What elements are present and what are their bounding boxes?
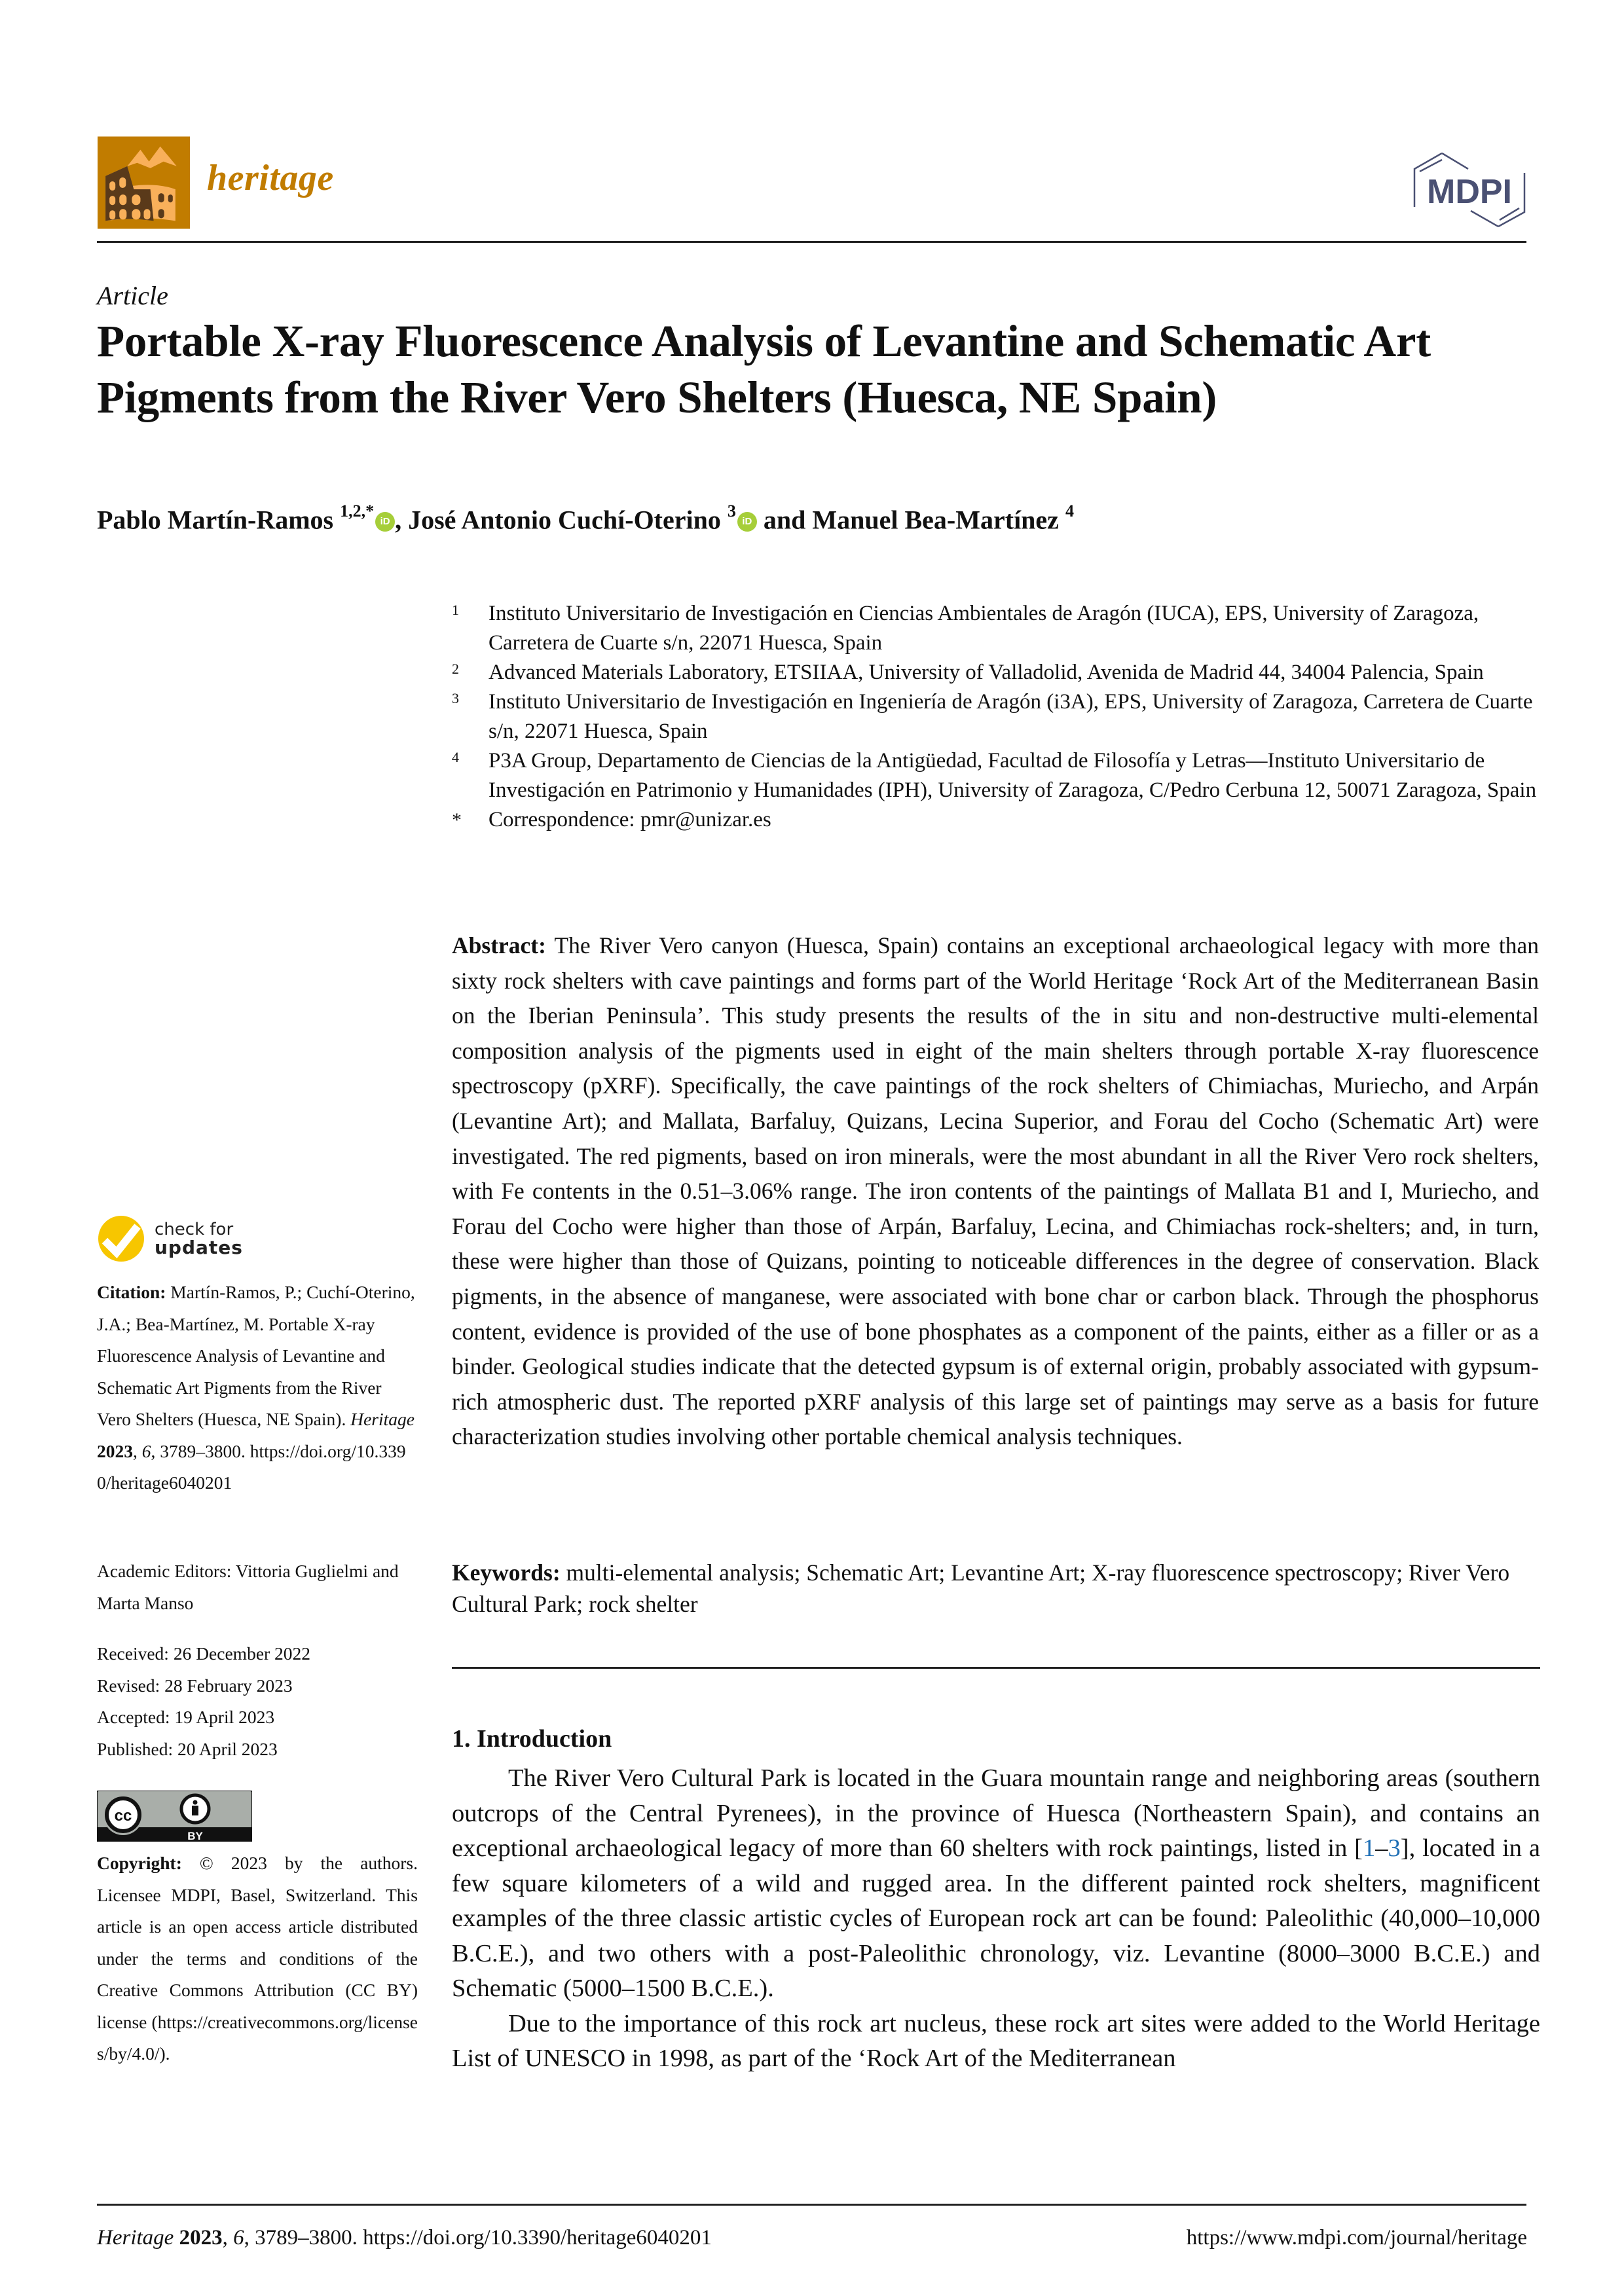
affiliation-mark: 4 bbox=[452, 749, 459, 765]
revised-date: Revised: 28 February 2023 bbox=[97, 1675, 293, 1696]
paragraph bbox=[452, 1761, 1540, 2007]
copyright-text: © 2023 by the authors. Licensee MDPI, Basel, Switzerland. This article is an open access article distributed under the terms and conditions of the Creative Commons Attribution (CC BY) license ( bbox=[97, 1853, 418, 2032]
copyright-label: Copyright: bbox=[97, 1853, 182, 1873]
affiliation-item bbox=[452, 599, 1539, 658]
article-title: Portable X-ray Fluorescence Analysis of Levantine and Schematic Art Pigments from the River Vero Shelters (Huesca, NE Spain) bbox=[97, 316, 1431, 422]
abstract-label: Abstract: bbox=[452, 932, 546, 958]
footer-doi-link[interactable]: https://doi.org/10.3390/heritage6040201 bbox=[363, 2226, 712, 2250]
author-affiliation-marks[interactable]: 3 bbox=[727, 501, 736, 520]
svg-text:BY: BY bbox=[187, 1830, 203, 1842]
orcid-icon[interactable]: iD bbox=[737, 512, 757, 532]
affiliation-item bbox=[452, 687, 1539, 746]
paragraph: Due to the importance of this rock art nucleus, these rock art sites were added to the World Heritage List of UNESCO in 1998, as part of the ‘Rock Art of the Mediterranean bbox=[452, 2009, 1540, 2072]
correspondence-item bbox=[452, 805, 1539, 835]
citation-volume: 6 bbox=[141, 1440, 151, 1461]
header-divider bbox=[97, 241, 1526, 243]
affiliation-text: Instituto Universitario de Investigación en Ingeniería de Aragón (i3A), EPS, University of Zaragoza, Carretera de Cuarte s/n, 22071 Huesca, Spain bbox=[489, 690, 1533, 743]
affiliation-mark: 1 bbox=[452, 602, 459, 618]
published-date: Published: 20 April 2023 bbox=[97, 1738, 278, 1759]
abstract bbox=[452, 928, 1539, 1455]
footer-journal: Heritage bbox=[97, 2226, 174, 2250]
heritage-journal-logo-icon[interactable] bbox=[98, 136, 190, 229]
keywords-text: multi-elemental analysis; Schematic Art; Levantine Art; X-ray fluorescence spectroscopy; River Vero Cultural Park; rock shelter bbox=[452, 1559, 1510, 1617]
footer-pages: , 3789–3800. bbox=[244, 2226, 363, 2250]
keywords-label: Keywords: bbox=[452, 1559, 561, 1586]
correspondence-text[interactable]: Correspondence: pmr@unizar.es bbox=[489, 808, 771, 831]
author-list bbox=[97, 501, 1074, 535]
author-separator: and bbox=[756, 505, 813, 535]
author-separator: , bbox=[395, 505, 409, 535]
citation-journal: Heritage bbox=[350, 1409, 415, 1429]
citation-pages: , 3789–3800. bbox=[151, 1440, 250, 1461]
check-updates-line2: updates bbox=[155, 1237, 243, 1258]
footer-year: 2023 bbox=[179, 2226, 223, 2250]
section-divider bbox=[452, 1667, 1540, 1669]
citation-link[interactable]: 1 bbox=[1363, 1834, 1376, 1862]
keywords bbox=[452, 1557, 1539, 1620]
journal-name[interactable]: heritage bbox=[207, 158, 334, 198]
citation-link[interactable]: 3 bbox=[1388, 1834, 1401, 1862]
svg-text:MDPI: MDPI bbox=[1427, 173, 1512, 211]
citation-block: Citation: Martín-Ramos, P.; Cuchí-Oterino, J.A.; Bea-Martínez, M. Portable X-ray Fluorescence Analysis of Levantine and Schematic Art Pigments from the River Vero Shelters (Huesca, NE Spain). Heritage 2023, 6, 3789–3800. https://doi.org/10.3390/heritage6040201 bbox=[97, 1282, 415, 1493]
paragraph-text: The River Vero Cultural Park is located in the Guara mountain range and neighboring areas (southern outcrops of the Central Pyrenees), in the province of Huesca (Northeastern Spain), and contains an exceptional archaeological legacy of more than 60 shelters with rock paintings, listed in [ bbox=[452, 1764, 1540, 1862]
copyright-end: ). bbox=[159, 2043, 170, 2064]
check-updates-line1: check for bbox=[155, 1220, 234, 1239]
cc-by-license-icon[interactable] bbox=[97, 1791, 252, 1842]
copyright-notice bbox=[97, 1848, 418, 2070]
citation-label: Citation: bbox=[97, 1282, 166, 1302]
paragraph-text: ], located in a few square kilometers of a wild and rugged area. In the different painted rock shelters, magnificent examples of the three classic artistic cycles of European rock art can be found: Paleolithic (40,000–10,000 B.C.E.), and two others with a post-Paleolithic chronology, viz. Levantine (8000–3000 B.C.E.) and Schematic (5000–1500 B.C.E.). bbox=[452, 1834, 1541, 2002]
received-date: Received: 26 December 2022 bbox=[97, 1643, 311, 1664]
author-affiliation-marks[interactable]: 1,2,* bbox=[340, 501, 375, 520]
journal-website-link[interactable]: https://www.mdpi.com/journal/heritage bbox=[1186, 2226, 1527, 2250]
publication-dates bbox=[97, 1638, 418, 1765]
footer-volume: 6 bbox=[233, 2226, 244, 2250]
affiliation-mark: 3 bbox=[452, 690, 459, 706]
mdpi-publisher-logo-icon[interactable] bbox=[1408, 152, 1532, 229]
footer-citation: Heritage 2023, 6, 3789–3800. https://doi.org/10.3390/heritage6040201 bbox=[97, 2226, 712, 2250]
orcid-icon[interactable]: iD bbox=[375, 512, 395, 532]
abstract-text: The River Vero canyon (Huesca, Spain) contains an exceptional archaeological legacy with more than sixty rock shelters with cave paintings and forms part of the World Heritage ‘Rock Art of the Mediterranean Basin on the Iberian Peninsula’. This study presents the results of the in situ and non-destructive multi-elemental composition analysis of the pigments used in eight of the main shelters through portable X-ray fluorescence spectroscopy (pXRF). Specifically, the cave paintings of the rock shelters of Chimiachas, Muriecho, and Arpán (Levantine Art); and Mallata, Barfaluy, Quizans, Lecina Superior, and Forau del Cocho (Schematic Art) were investigated. The red pigments, based on iron minerals, were the most abundant in all the River Vero rock shelters, with Fe contents in the 0.51–3.06% range. The iron contents of the paintings of Mallata B1 and I, Muriecho, and Forau del Cocho were higher than those of Arpán, Barfaluy, Lecina, and Chimiachas rock-shelters; and, in turn, these were higher than those of Quizans, pointing to noticeable differences in the degree of conservation. Black pigments, in the absence of manganese, were associated with bone char or carbon black. Through the phosphorus content, evidence is provided of the use of bone phosphates as a component of the paints, either as a filler or as a binder. Geological studies indicate that the detected gypsum is of external origin, probably associated with gypsum-rich atmospheric dust. The reported pXRF analysis of this large set of paintings may serve as a basis for future characterization studies involving other portable chemical analysis techniques. bbox=[452, 932, 1539, 1450]
svg-text:cc: cc bbox=[114, 1807, 132, 1825]
author-name[interactable]: José Antonio Cuchí-Oterino bbox=[408, 505, 721, 535]
correspondence-mark: * bbox=[452, 809, 462, 831]
citation-text: Martín-Ramos, P.; Cuchí-Oterino, J.A.; Bea-Martínez, M. Portable X-ray Fluorescence Analysis of Levantine and Schematic Art Pigments from the River Vero Shelters (Huesca, NE Spain). bbox=[97, 1282, 415, 1429]
footer-divider bbox=[97, 2204, 1526, 2206]
check-for-updates-button[interactable] bbox=[97, 1212, 254, 1265]
section-heading-introduction: 1. Introduction bbox=[452, 1725, 612, 1753]
affiliation-text: Advanced Materials Laboratory, ETSIIAA, University of Valladolid, Avenida de Madrid 44, 34004 Palencia, Spain bbox=[489, 661, 1484, 684]
article-type-label: Article bbox=[97, 281, 168, 310]
academic-editors: Academic Editors: Vittoria Guglielmi and Marta Manso bbox=[97, 1561, 399, 1613]
citation-year: 2023 bbox=[97, 1440, 133, 1461]
affiliation-item bbox=[452, 746, 1539, 805]
author-affiliation-marks[interactable]: 4 bbox=[1065, 501, 1074, 520]
accepted-date: Accepted: 19 April 2023 bbox=[97, 1707, 275, 1727]
checkmark-badge-icon bbox=[97, 1214, 145, 1263]
author-name[interactable]: Pablo Martín-Ramos bbox=[97, 505, 334, 535]
author-name[interactable]: Manuel Bea-Martínez bbox=[812, 505, 1059, 535]
license-link[interactable]: https://creativecommons.org/licenses/by/4.0/ bbox=[97, 2011, 418, 2064]
affiliation-text: Instituto Universitario de Investigación en Ciencias Ambientales de Aragón (IUCA), EPS, University of Zaragoza, Carretera de Cuarte s/n, 22071 Huesca, Spain bbox=[489, 602, 1479, 655]
introduction-body bbox=[452, 1761, 1540, 2077]
citation-dash: – bbox=[1375, 1834, 1388, 1862]
affiliations-list bbox=[452, 599, 1539, 835]
affiliation-mark: 2 bbox=[452, 661, 459, 677]
affiliation-text: P3A Group, Departamento de Ciencias de la Antigüedad, Facultad de Filosofía y Letras—Instituto Universitario de Investigación en Patrimonio y Humanidades (IPH), University of Zaragoza, C/Pedro Cerbuna 12, 50071 Zaragoza, Spain bbox=[489, 749, 1537, 802]
citation-doi-link[interactable]: https://doi.org/10.3390/heritage6040201 bbox=[97, 1440, 406, 1493]
affiliation-item bbox=[452, 658, 1539, 687]
